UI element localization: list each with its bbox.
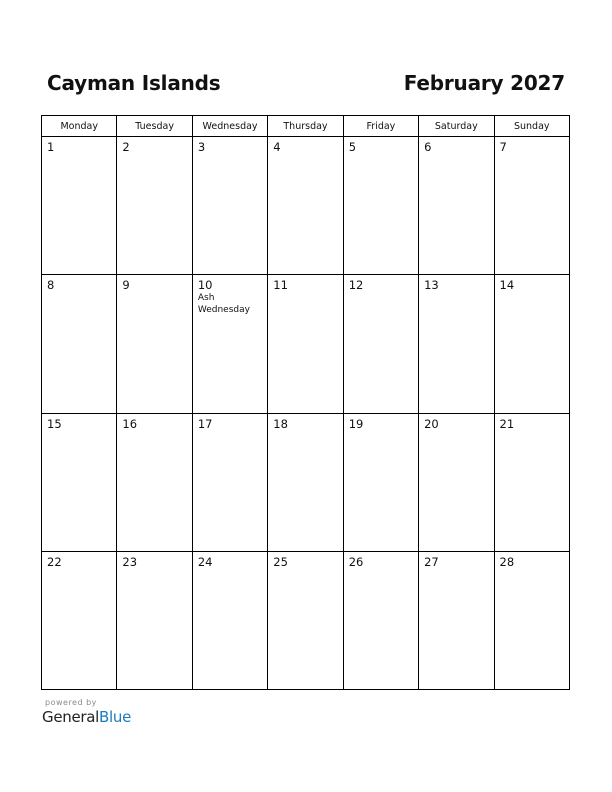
- day-number: 6: [424, 140, 432, 154]
- day-cell[interactable]: [192, 413, 267, 551]
- day-number: 22: [47, 554, 62, 569]
- day-number: 15: [47, 416, 62, 431]
- day-number: 7: [499, 140, 507, 154]
- week-row: [42, 413, 570, 551]
- day-cell[interactable]: [192, 137, 267, 275]
- day-cell[interactable]: [268, 413, 343, 551]
- month-title: February 2027: [403, 71, 565, 95]
- day-cell[interactable]: [192, 551, 267, 689]
- region-title: Cayman Islands: [47, 71, 221, 95]
- day-number: 16: [122, 416, 138, 431]
- day-number: 5: [348, 140, 357, 154]
- day-cell[interactable]: [419, 413, 494, 551]
- weekday-friday: Friday: [343, 116, 418, 137]
- day-cell[interactable]: [42, 275, 117, 413]
- day-cell[interactable]: [42, 413, 117, 551]
- day-cell[interactable]: [419, 137, 494, 275]
- day-cell[interactable]: [117, 413, 192, 551]
- day-number: 4: [273, 140, 281, 154]
- day-cell[interactable]: [268, 137, 343, 275]
- day-cell[interactable]: [419, 275, 494, 413]
- day-number: 9: [122, 278, 130, 293]
- day-number: 3: [197, 140, 206, 154]
- day-number: 10: [197, 278, 213, 293]
- day-number: 25: [273, 554, 288, 569]
- day-number: 8: [47, 278, 55, 293]
- day-cell[interactable]: [343, 275, 418, 413]
- day-number: 17: [197, 416, 213, 431]
- day-number: 18: [273, 416, 288, 431]
- weekday-thursday: Thursday: [268, 116, 343, 137]
- day-number: 1: [47, 140, 55, 154]
- weekday-monday: Monday: [42, 116, 117, 137]
- day-cell[interactable]: [268, 275, 343, 413]
- day-number: 2: [122, 140, 130, 154]
- day-number: 21: [499, 416, 515, 431]
- day-number: 14: [499, 278, 515, 293]
- week-row: [42, 551, 570, 689]
- brand-blue-text: Blue: [99, 708, 132, 726]
- branding: [42, 698, 131, 726]
- day-cell[interactable]: [419, 551, 494, 689]
- day-cell[interactable]: [494, 551, 569, 689]
- day-number: 24: [197, 554, 213, 569]
- powered-by-label: powered by: [45, 698, 97, 707]
- day-cell[interactable]: [42, 137, 117, 275]
- day-cell[interactable]: [494, 275, 569, 413]
- day-cell[interactable]: [117, 551, 192, 689]
- day-number: 13: [424, 278, 439, 293]
- day-cell[interactable]: [42, 551, 117, 689]
- day-cell[interactable]: [494, 413, 569, 551]
- weekday-saturday: Saturday: [419, 116, 494, 137]
- day-cell[interactable]: [343, 551, 418, 689]
- day-number: 28: [499, 554, 515, 569]
- week-row: [42, 137, 570, 275]
- day-number: 20: [424, 416, 439, 431]
- day-cell[interactable]: [343, 137, 418, 275]
- weekday-tuesday: Tuesday: [117, 116, 192, 137]
- weekday-sunday: Sunday: [494, 116, 569, 137]
- brand-general-text: General: [42, 708, 100, 726]
- calendar-grid: [41, 115, 570, 690]
- day-number: 26: [348, 554, 364, 569]
- day-number: 23: [122, 554, 138, 569]
- day-number: 11: [273, 278, 288, 293]
- day-cell[interactable]: [268, 551, 343, 689]
- day-number: 12: [348, 278, 364, 293]
- day-cell[interactable]: [343, 413, 418, 551]
- day-cell[interactable]: [192, 275, 267, 413]
- day-cell[interactable]: [117, 137, 192, 275]
- holiday-label: Ash Wednesday: [197, 293, 250, 316]
- day-cell[interactable]: [117, 275, 192, 413]
- day-cell[interactable]: [494, 137, 569, 275]
- day-number: 19: [348, 416, 364, 431]
- week-row: [42, 275, 570, 413]
- weekday-header-row: [42, 116, 570, 137]
- brand-logo: [42, 708, 131, 726]
- weekday-wednesday: Wednesday: [192, 116, 267, 137]
- day-number: 27: [424, 554, 439, 569]
